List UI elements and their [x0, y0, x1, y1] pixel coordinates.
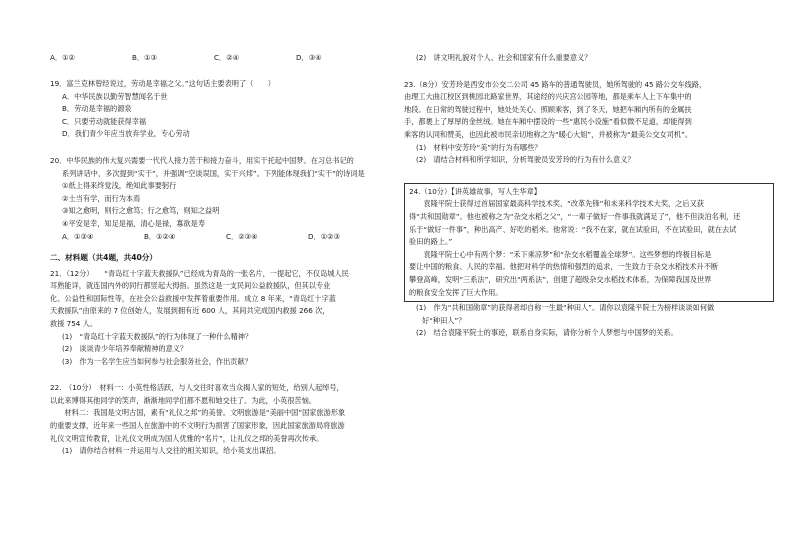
- q20-stem-line: 系列讲话中，多次提到“实干”，并强调“空谈误国，实干兴邦”。下列能体现我们“实干”的诗词是: [62, 168, 365, 178]
- question-19: [50, 78, 388, 141]
- q24-title: 24.（10分）【讲英雄故事，写人生华章】: [409, 186, 541, 196]
- q24-box-line: 袁隆平院士心中有两个梦：“禾下乘凉梦”和“杂交水稻覆盖全球梦”。这些梦想的终极目标是: [409, 249, 712, 259]
- q19-stem: 19．富兰克林曾经说过，劳动是幸福之父。”这句话主要表明了（ ）: [50, 79, 275, 88]
- question-24: [404, 183, 774, 340]
- q24-box-line: 的粮食安全发挥了巨大作用。: [409, 287, 503, 297]
- q23-line: 手，都裹上了厚厚的金丝绒。她在车厢中摆设的一些“惠民小设施”看似微不足道，却能得到: [404, 117, 692, 127]
- q19-option: A．中华民族以勤劳智慧闻名于世: [62, 91, 168, 101]
- q21-subquestion: (3) 作为一名学生应当如何参与社会服务社会，作出贡献？: [62, 356, 252, 366]
- q22-line: 礼仪文明宣传教育，让礼仪文明成为国人优雅的“名片”，让礼仪之邦的美誉再次传承。: [50, 433, 324, 443]
- question-20: [50, 155, 388, 243]
- q23-subquestion: (1) 材料中安芳玲“美”的行为有哪些？: [416, 142, 542, 152]
- q20-item: ③知之愈明，则行之愈笃；行之愈笃，则知之益明: [62, 206, 220, 216]
- q20-item: ②士当有学，而行为本焉: [62, 193, 141, 203]
- q22-line: 22. （10分） 材料一：小英性格活跃，与人交往时喜欢当众揭人家的短处，给别人起绰号，: [50, 383, 344, 393]
- q22-line: 材料二：我国是文明古国，素有“礼仪之邦”的美誉。文明旅游是“美丽中国”国家旅游形象: [50, 408, 346, 418]
- q24-subquestion: (2) 结合袁隆平院士的事迹，联系自身实际，请你分析个人梦想与中国梦的关系。: [416, 328, 678, 338]
- question-22: [50, 382, 388, 458]
- q23-line: 乘客的认同和赞美，也因此被市民亲切地称之为“暖心大姐”，并被称为“最美公交女司机”。: [404, 129, 693, 139]
- q21-subquestion: (2) 谈谈青少年培养奉献精神的意义？: [62, 344, 188, 354]
- q23-line: 由理工大曲江校区到桃园北路家世界，其途经的兴庆宫公园等地，都是乘车人上下车集中的: [404, 92, 692, 102]
- q20-item: ④平安是幸，知足是福，清心是禄，寡欲是寿: [62, 218, 206, 228]
- section-heading: 二、材料题（共4题，共40分）: [50, 252, 157, 262]
- q20-options: [50, 231, 388, 243]
- option-b: B．①③: [132, 53, 158, 62]
- q20-stem-line: 20．中华民族的伟大复兴需要一代代人接力苦干和接力奋斗，用实干托起中国梦。在习总书记的: [50, 155, 354, 165]
- question-21: [50, 268, 388, 369]
- q23-subquestion: (2) 请结合材料和所学知识，分析驾驶员安芳玲的行为有什么意义？: [416, 155, 635, 165]
- option-d: D．①②③: [308, 231, 341, 241]
- q19-option: D．我们青少年应当放弃学业，专心劳动: [62, 129, 190, 139]
- q24-box-line: 要让中国的粮食、人民的幸福。他把对科学的热情和强烈的追求，一生致力于杂交水稻技术升不断: [409, 262, 719, 272]
- q24-material-box: [404, 183, 774, 302]
- q21-line: 救援 754 人。: [50, 318, 98, 328]
- right-column: [404, 52, 774, 340]
- q22-subquestion: (1) 请你结合材料一并运用与人交往的相关知识，给小英支出谋招。: [62, 446, 281, 456]
- q23-line: 地段。在日常的驾驶过程中，她处处关心、照顾乘客，到了冬天，她把车厢内所有的金属扶: [404, 104, 692, 114]
- q21-subquestion: (1) “青岛红十字蓝天救援队”的行为体现了一种什么精神？: [62, 331, 253, 341]
- q19-option: B．劳动是幸福的源泉: [62, 104, 132, 114]
- q21-line: 化、公益性和国际性等，在社会公益救援中发挥着重要作用。成立 8 年来，“青岛红十字蓝: [50, 293, 336, 303]
- option-a: A．①②: [50, 53, 75, 62]
- left-column: [50, 52, 388, 458]
- q21-line: 耳熟能详，就连国内外的同行都竖起大拇指。虽然这是一支民间公益救援队，但其以专业: [50, 281, 331, 291]
- question-23: [404, 79, 774, 167]
- q22-line: 以此来博得其他同学的笑声，渐渐地同学们都不愿和她交往了。为此，小英很苦恼。: [50, 395, 316, 405]
- q24-box-line: 袁隆平院士获得过首届国家最高科学技术奖、“改革先锋”和未来科学技术大奖，之后又获: [409, 199, 704, 209]
- q23-line: 23.（8分）安芳玲是西安市公交二公司 45 路车的普通驾驶员，她所驾驶的 45 路公交车线路，: [404, 79, 707, 89]
- q24-box-line: 攀登高峰，发明“三系法”，研究出“两系法”，创建了超级杂交水稻技术体系，为保障我国及世界: [409, 274, 712, 284]
- option-a: A．①③④: [62, 231, 94, 241]
- q24-subquestion-cont: 好“种田人”？: [422, 315, 466, 325]
- q20-item: ①纸上得来终觉浅，绝知此事要躬行: [62, 181, 177, 191]
- q24-subquestion: (1) 作为“共和国勋章”的获得者却自称一生最“种田人”。请你以袁隆平院士为榜样谈谈如何做: [416, 303, 715, 313]
- q21-line: 天救援队”由原来的 7 位创始人，发展到拥有近 600 人，其间共完成国内救援 266 次，: [50, 306, 330, 316]
- q24-box-line: 乐于“做好一件事”，种出高产、好吃的稻米。他常说：“我不在家，就在试验田，不在试验田，就在去试: [409, 224, 737, 234]
- option-d: D．③④: [296, 53, 322, 62]
- q19-option: C．只要劳动就能获得幸福: [62, 116, 147, 126]
- q22-subquestion-2: (2) 讲文明礼貌对个人、社会和国家有什么重要意义？: [416, 53, 592, 62]
- option-c: C．②③④: [226, 231, 258, 241]
- q24-box-line: 得“共和国勋章”。他也被称之为“杂交水稻之父”，“一辈子做好一件事我就满足了”，他不但淡泊名利，还: [409, 211, 741, 221]
- option-b: B．①②④: [144, 231, 176, 241]
- option-c: C．②④: [214, 53, 240, 62]
- q21-line: 21．（12分） “青岛红十字蓝天救援队”已经成为青岛的一张名片，一提起它，不仅岛城人民: [50, 268, 349, 278]
- q22-line: 的重要支撑，近年来一些国人在旅游中的不文明行为损害了国家形象，因此国家旅游局将旅游: [50, 421, 345, 431]
- q24-box-line: 验田的路上。”: [409, 237, 453, 247]
- q18-options: [50, 52, 388, 64]
